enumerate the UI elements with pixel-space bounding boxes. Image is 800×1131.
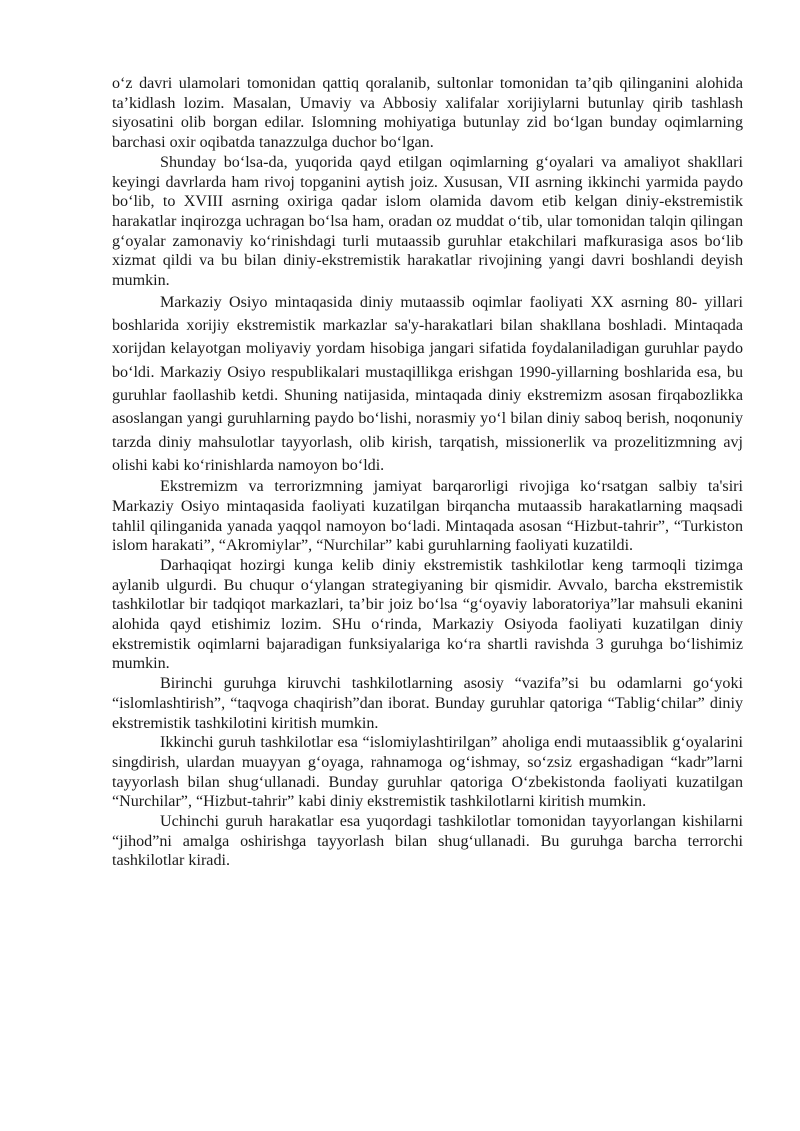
paragraph-8: Uchinchi guruh harakatlar esa yuqordagi tashkilotlar tomonidan tayyorlangan kishilarni “jihod”ni amalga oshirishga tayyorlash bilan shug‘ullanadi. Bu guruhga barcha terrorchi tashkilotlar kiradi. xyxy=(112,813,743,870)
paragraph-6: Birinchi guruhga kiruvchi tashkilotlarning asosiy “vazifa”si bu odamlarni go‘yoki “islomlashtirish”, “taqvoga chaqirish”dan iborat. Bunday guruhlar qatoriga “Tablig‘chilar” diniy ekstremistik tashkilotini kiritish mumkin. xyxy=(112,675,743,732)
paragraph-4: Ekstremizm va terrorizmning jamiyat barqarorligi rivojiga ko‘rsatgan salbiy ta'siri Markaziy Osiyo mintaqasida faoliyati kuzatilgan birqancha mutaassib harakatlarning maqsadi tahlil qilinganida yanada yaqqol namoyon bo‘ladi. Mintaqada asosan “Hizbut-tahrir”, “Turkiston islom harakati”, “Akromiylar”, “Nurchilar” kabi guruhlarning faoliyati kuzatildi. xyxy=(112,478,743,555)
paragraph-5: Darhaqiqat hozirgi kunga kelib diniy ekstremistik tashkilotlar keng tarmoqli tizimga aylanib ulgurdi. Bu chuqur o‘ylangan strategiyaning bir qismidir. Avvalo, barcha ekstremistik tashkilotlar bir tadqiqot markazlari, ta’bir joiz bo‘lsa “g‘oyaviy laboratoriya”lar mahsuli ekanini alohida qayd etishimiz lozim. SHu o‘rinda, Markaziy Osiyoda faoliyati kuzatilgan diniy ekstremistik oqimlarni bajaradigan funksiyalariga ko‘ra shartli ravishda 3 guruhga bo‘lishimiz mumkin. xyxy=(112,556,743,673)
paragraph-7: Ikkinchi guruh tashkilotlar esa “islomiylashtirilgan” aholiga endi mutaassiblik g‘oyalarini singdirish, ulardan muayyan g‘oyaga, rahnamoga og‘ishmay, so‘zsiz ergashadigan “kadr”larni tayyorlash bilan shug‘ullanadi. Bunday guruhlar qatoriga O‘zbekistonda faoliyati kuzatilgan “Nurchilar”, “Hizbut-tahrir” kabi diniy ekstremistik tashkilotlarni kiritish mumkin. xyxy=(112,734,743,811)
paragraph-3: Markaziy Osiyo mintaqasida diniy mutaassib oqimlar faoliyati XX asrning 80- yillari boshlarida xorijiy ekstremistik markazlar sa'y-harakatlari bilan shakllana boshladi. Mintaqada xorijdan kelayotgan moliyaviy yordam hisobiga jangari sifatida foydalaniladigan guruhlar paydo bo‘ldi. Markaziy Osiyo respublikalari mustaqillikga erishgan 1990-yillarning boshlarida esa, bu guruhlar faollashib ketdi. Shuning natijasida, mintaqada diniy ekstremizm asosan firqabozlikka asoslangan yangi guruhlarning paydo bo‘lishi, norasmiy yo‘l bilan diniy saboq berish, noqonuniy tarzda diniy mahsulotlar tayyorlash, olib kirish, tarqatish, missionerlik va prozelitizmning avj olishi kabi ko‘rinishlarda namoyon bo‘ldi. xyxy=(112,293,743,474)
document-page xyxy=(112,74,743,871)
paragraph-1: o‘z davri ulamolari tomonidan qattiq qoralanib, sultonlar tomonidan ta’qib qilinganini alohida ta’kidlash lozim. Masalan, Umaviy va Abbosiy xalifalar xorijiylarni butunlay qirib tashlash siyosatini olib borgan edilar. Islomning mohiyatiga butunlay zid bo‘lgan bunday oqimlarning barchasi oxir oqibatda tanazzulga duchor bo‘lgan. xyxy=(112,75,743,152)
paragraph-2: Shunday bo‘lsa-da, yuqorida qayd etilgan oqimlarning g‘oyalari va amaliyot shakllari keyingi davrlarda ham rivoj topganini aytish joiz. Xususan, VII asrning ikkinchi yarmida paydo bo‘lib, to XVIII asrning oxiriga qadar islom olamida davom etib kelgan diniy-ekstremistik harakatlar inqirozga uchragan bo‘lsa ham, oradan oz muddat o‘tib, ular tomonidan talqin qilingan g‘oyalar zamonaviy ko‘rinishdagi turli mutaassib guruhlar etakchilari mafkurasiga asos bo‘lib xizmat qildi va bu bilan diniy-ekstremistik harakatlar rivojining yangi davri boshlandi deyish mumkin. xyxy=(112,153,743,290)
